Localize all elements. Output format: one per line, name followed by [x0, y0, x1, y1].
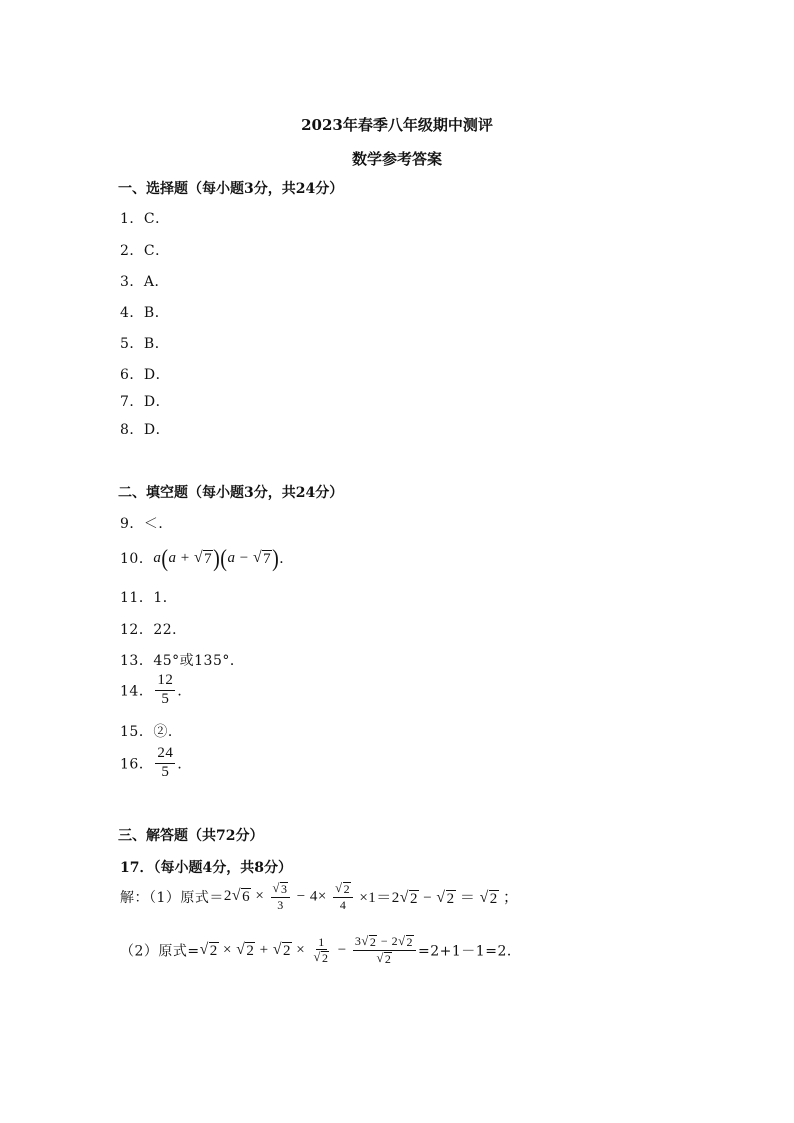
answer-16: 16． $\frac{24}{5}$ ． [120, 745, 192, 780]
answer-14: 14． $\frac{12}{5}$ ． [120, 672, 192, 707]
answer-2: 2．C． [120, 243, 170, 259]
section-heading-choice: 一、选择题（每小题3分，共24分） [118, 181, 344, 197]
part-1-expression: 2 √ 6 × [223, 887, 269, 906]
part-2-expression: √ 2 × √ 2 + √ 2 × [199, 940, 310, 959]
answer-4: 4．B． [120, 305, 170, 321]
answer-10-number: 10． [120, 551, 154, 567]
part-1-prefix: 解：（1）原式＝ [120, 889, 224, 906]
answer-10-expression: a(a + √ 7 )(a − √ 7 ) [153, 545, 280, 572]
answer-6: 6．D． [120, 367, 171, 383]
answer-15: 15．②． [120, 724, 183, 740]
page-title: 2023年春季八年级期中测评 [301, 116, 493, 134]
question-17-part-1: 解：（1）原式＝2 √ 6 × √ 3 3 − 4× √ 2 4 ×1＝2 √ 2 − √ 2 ＝ √ 2 ； [120, 881, 519, 913]
answer-5: 5．B． [120, 336, 170, 352]
answer-14-fraction: $\frac{12}{5}$ [157, 672, 174, 707]
part-2-prefix: （2）原式= [120, 943, 200, 960]
answer-9: 9．＜． [120, 516, 173, 532]
question-17-label: 17．（每小题4分，共8分） [120, 860, 292, 876]
answer-13: 13．45°或135°． [120, 653, 245, 669]
part-2-result: =2+1－1=2． [418, 943, 522, 960]
answer-8: 8．D． [120, 422, 171, 438]
page-subtitle: 数学参考答案 [351, 150, 442, 168]
answer-11: 11．1． [120, 590, 178, 606]
answer-12: 12．22． [120, 622, 187, 638]
section-heading-solve: 三、解答题（共72分） [118, 828, 264, 844]
answer-10: 10．a(a + √ 7 )(a − √ 7 )． [120, 545, 294, 572]
question-17-part-2: （2）原式= √ 2 × √ 2 + √ 2 × 1 √ 2 − 3 √ 2 − 2 √ 2 √ 2 =2+1－1=2． [120, 934, 522, 967]
answer-3: 3．A． [120, 274, 170, 290]
answer-7: 7．D． [120, 394, 171, 410]
answer-16-fraction: $\frac{24}{5}$ [157, 745, 174, 780]
answer-1: 1．C． [120, 211, 170, 227]
section-heading-fill: 二、填空题（每小题3分，共24分） [118, 485, 344, 501]
